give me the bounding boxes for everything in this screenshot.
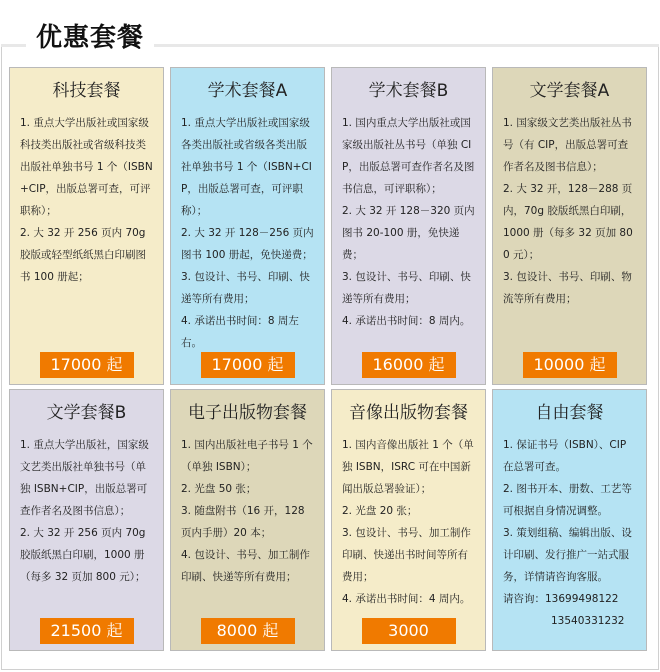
card-item: 1. 国内出版社电子书号 1 个（单独 ISBN）； <box>181 439 313 473</box>
card-item: 3. 包设计、书号、印刷、快递等所有费用； <box>181 271 310 305</box>
price-button[interactable]: 10000 起 <box>523 352 617 378</box>
card-item: 3. 包设计、书号、印刷、物流等所有费用； <box>503 271 632 305</box>
card-title: 学术套餐A <box>207 81 288 101</box>
card-item: 1. 重点大学出版社，国家级文艺类出版社单独书号（单独 ISBN+CIP，出版总署可查作者名及图书信息）； <box>20 439 149 517</box>
card-item: 3. 包设计、书号、加工制作印刷、快递出书时间等所有费用； <box>342 527 471 583</box>
card-title: 科技套餐 <box>52 81 121 101</box>
card-item: 2. 光盘 50 张； <box>181 483 257 495</box>
card-body <box>493 434 646 632</box>
card-title: 电子出版物套餐 <box>188 403 307 423</box>
card-item: 2. 大 32 开，128－288 页内，70g 胶版纸黑白印刷，1000 册（每多 32 页加 800 元）； <box>503 183 633 261</box>
card-item: 2. 光盘 20 张； <box>342 505 418 517</box>
card-body <box>10 112 163 288</box>
price-button[interactable]: 8000 起 <box>201 618 295 644</box>
page-title: 优惠套餐 <box>26 18 154 58</box>
card-item: 1. 重点大学出版社或国家级各类出版社或省级各类出版社单独书号 1 个（ISBN+CIP，出版总署可查，可评职称）； <box>181 117 312 217</box>
card-item: 3. 包设计、书号、印刷、快递等所有费用； <box>342 271 471 305</box>
card-item: 1. 保证书号（ISBN）、CIP 在总署可查。 <box>503 439 627 473</box>
card-body <box>171 112 324 354</box>
card-title: 音像出版物套餐 <box>349 403 468 423</box>
phone-number[interactable]: 13540331232 <box>551 615 625 627</box>
card-item: 2. 大 32 开 128－320 页内图书 20-100 册，免快递费； <box>342 205 475 261</box>
card-item: 4. 承诺出书时间：8 周左右。 <box>181 315 299 349</box>
card-title: 自由套餐 <box>535 403 604 423</box>
package-card-academic-a[interactable] <box>170 67 325 385</box>
card-title: 文学套餐B <box>46 403 127 423</box>
package-card-free[interactable] <box>492 389 647 651</box>
card-item: 2. 图书开本、册数、工艺等可根据自身情况调整。 <box>503 483 632 517</box>
price-button[interactable]: 3000 <box>362 618 456 644</box>
card-item: 4. 包设计、书号、加工制作印刷、快递等所有费用； <box>181 549 310 583</box>
card-item: 2. 大 32 开 128－256 页内图书 100 册起，免快递费； <box>181 227 314 261</box>
contact-label: 请咨询： <box>503 593 545 605</box>
package-card-audio-video[interactable] <box>331 389 486 651</box>
phone-number[interactable]: 13699498122 <box>545 593 619 605</box>
card-body <box>332 434 485 610</box>
package-card-tech[interactable] <box>9 67 164 385</box>
package-card-academic-b[interactable] <box>331 67 486 385</box>
card-body <box>332 112 485 332</box>
contact-info <box>503 588 638 632</box>
card-item: 1. 国家级文艺类出版社丛书号（有 CIP，出版总署可查作者名及图书信息）； <box>503 117 632 173</box>
card-item: 3. 策划组稿、编辑出版、设计印刷、发行推广一站式服务，详情请咨询客服。 <box>503 527 632 583</box>
card-item: 2. 大 32 开 256 页内 70g 胶版或轻型纸纸黑白印刷图书 100 册起； <box>20 227 146 283</box>
card-item: 4. 承诺出书时间：8 周内。 <box>342 315 471 327</box>
card-item: 1. 国内重点大学出版社或国家级出版社丛书号（单独 CIP，出版总署可查作者名及图书信息，可评职称）； <box>342 117 475 195</box>
card-body <box>493 112 646 310</box>
price-button[interactable]: 16000 起 <box>362 352 456 378</box>
card-title: 文学套餐A <box>529 81 610 101</box>
card-body <box>171 434 324 588</box>
card-title: 学术套餐B <box>368 81 449 101</box>
package-card-literature-a[interactable] <box>492 67 647 385</box>
package-card-literature-b[interactable] <box>9 389 164 651</box>
price-button[interactable]: 17000 起 <box>40 352 134 378</box>
card-item: 3. 随盘附书（16 开，128 页内手册）20 本； <box>181 505 305 539</box>
card-item: 1. 国内音像出版社 1 个（单独 ISBN，ISRC 可在中国新闻出版总署验证）； <box>342 439 474 495</box>
package-card-electronic[interactable] <box>170 389 325 651</box>
card-body <box>10 434 163 588</box>
card-item: 4. 承诺出书时间：4 周内。 <box>342 593 471 605</box>
card-item: 1. 重点大学出版社或国家级科技类出版社或省级科技类出版社单独书号 1 个（ISBN+CIP，出版总署可查，可评职称）； <box>20 117 153 217</box>
card-item: 2. 大 32 开 256 页内 70g 胶版纸黑白印刷，1000 册（每多 32 页加 800 元）； <box>20 527 146 583</box>
price-button[interactable]: 21500 起 <box>40 618 134 644</box>
price-button[interactable]: 17000 起 <box>201 352 295 378</box>
